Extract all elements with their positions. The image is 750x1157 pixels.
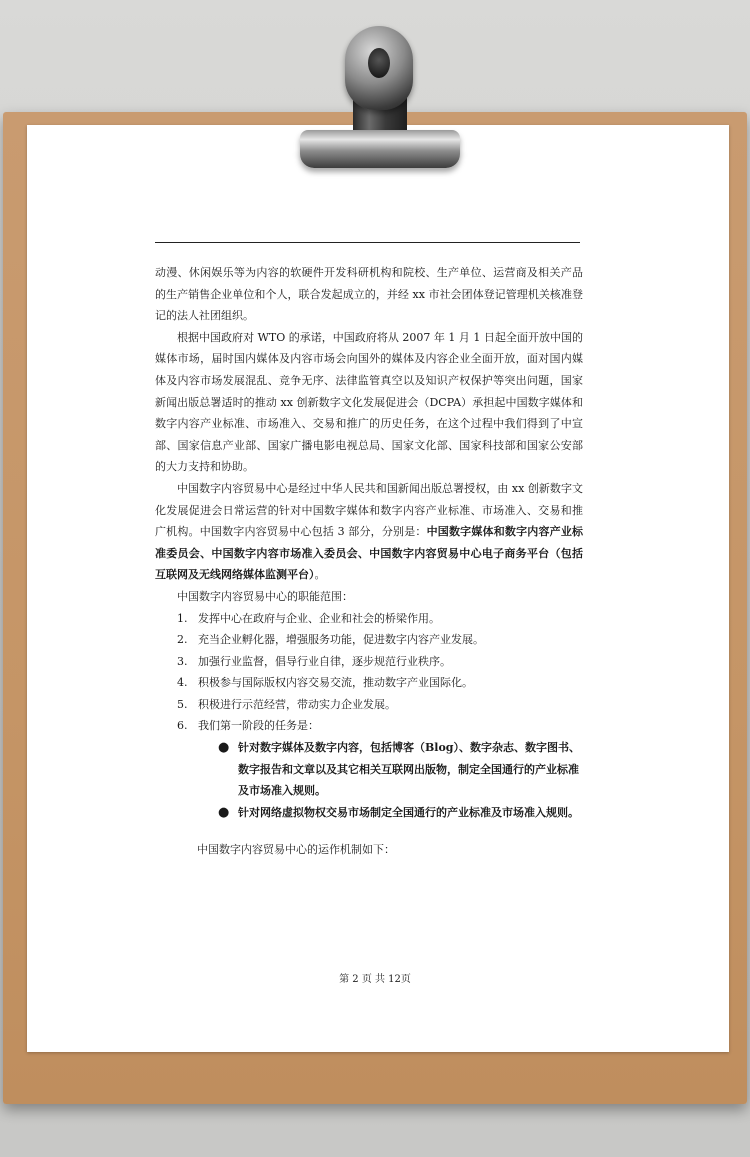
duty-text: 发挥中心在政府与企业、企业和社会的桥梁作用。	[198, 611, 440, 625]
duty-number: 5.	[177, 697, 188, 711]
duty-text: 加强行业监督，倡导行业自律，逐步规范行业秩序。	[198, 654, 451, 668]
duty-number: 6.	[177, 719, 188, 733]
task-text: 针对网络虚拟物权交易市场制定全国通行的产业标准及市场准入规则。	[238, 805, 579, 819]
duty-item	[177, 651, 583, 673]
duty-number: 2.	[177, 633, 188, 647]
duty-number: 4.	[177, 676, 188, 690]
duty-item	[177, 715, 583, 737]
page-footer: 第 2 页 共 12页	[339, 974, 411, 985]
duties-title: 中国数字内容贸易中心的职能范围：	[177, 589, 353, 603]
header-rule	[155, 242, 580, 243]
duty-item	[177, 608, 583, 630]
duty-item	[177, 672, 583, 694]
clip-plate	[300, 130, 460, 168]
task-text: 针对数字媒体及数字内容，包括博客（Blog）、数字杂志、数字图书、数字报告和文章以及其它相关互联网出版物，制定全国通行的产业标准及市场准入规则。	[238, 741, 581, 798]
duty-number: 3.	[177, 654, 188, 668]
clip-hole	[368, 48, 390, 78]
duties-list	[155, 608, 583, 738]
paragraph-1: 动漫、休闲娱乐等为内容的软硬件开发科研机构和院校、生产单位、运营商及相关产品的生产销售企业单位和个人，联合发起成立的，并经 xx 市社会团体登记管理机关核准登记的法人社团组织。	[155, 266, 583, 323]
bullet-icon: ●	[218, 740, 230, 756]
paragraph-3	[155, 478, 583, 586]
duty-item	[177, 629, 583, 651]
paragraph-3-end: 。	[314, 568, 326, 582]
document-body	[155, 262, 583, 823]
duty-text: 充当企业孵化器，增强服务功能，促进数字内容产业发展。	[198, 633, 484, 647]
duty-text: 积极参与国际版权内容交易交流，推动数字产业国际化。	[198, 676, 473, 690]
paragraph-3-bold: 中国数字媒体和数字内容产业标准委员会、中国数字内容市场准入委员会、中国数字内容贸易中心电子商务平台（包括互联网及无线网络媒体监测平台）	[155, 525, 584, 582]
duty-item	[177, 694, 583, 716]
paragraph-2: 根据中国政府对 WTO 的承诺，中国政府将从 2007 年 1 月 1 日起全面开放中国的媒体市场，届时国内媒体及内容市场会向国外的媒体及内容企业全面开放，面对国内媒体及内容市场发展混乱、竞争无序、法律监管真空以及知识产权保护等突出问题，国家新闻出版总署适时的推动 xx 创新数字文化发展促进会（DCPA）承担起中国数字媒体和数字内容产业标准、市场准入、交易和推广的历史任务，在这个过程中我们得到了中宣部、国家信息产业部、国家广播电影电视总局、国家文化部、国家科技部和国家公安部的大力支持和协助。	[155, 330, 583, 474]
paragraph-3-text: 中国数字内容贸易中心是经过中华人民共和国新闻出版总署授权，由 xx 创新数字文化发展促进会日常运营的针对中国数字媒体和数字内容产业标准、市场准入、交易和推广机构。中国数字内容贸易中心包括 3 部分，分别是：	[155, 481, 583, 539]
duty-text: 积极进行示范经营，带动实力企业发展。	[198, 697, 396, 711]
mechanism-heading: 中国数字内容贸易中心的运作机制如下：	[197, 843, 395, 856]
duty-number: 1.	[177, 611, 188, 625]
bullet-icon: ●	[218, 804, 230, 820]
task-item	[218, 737, 583, 802]
tasks-list	[155, 737, 583, 823]
task-item	[218, 802, 583, 824]
duty-text: 我们第一阶段的任务是：	[198, 719, 319, 733]
